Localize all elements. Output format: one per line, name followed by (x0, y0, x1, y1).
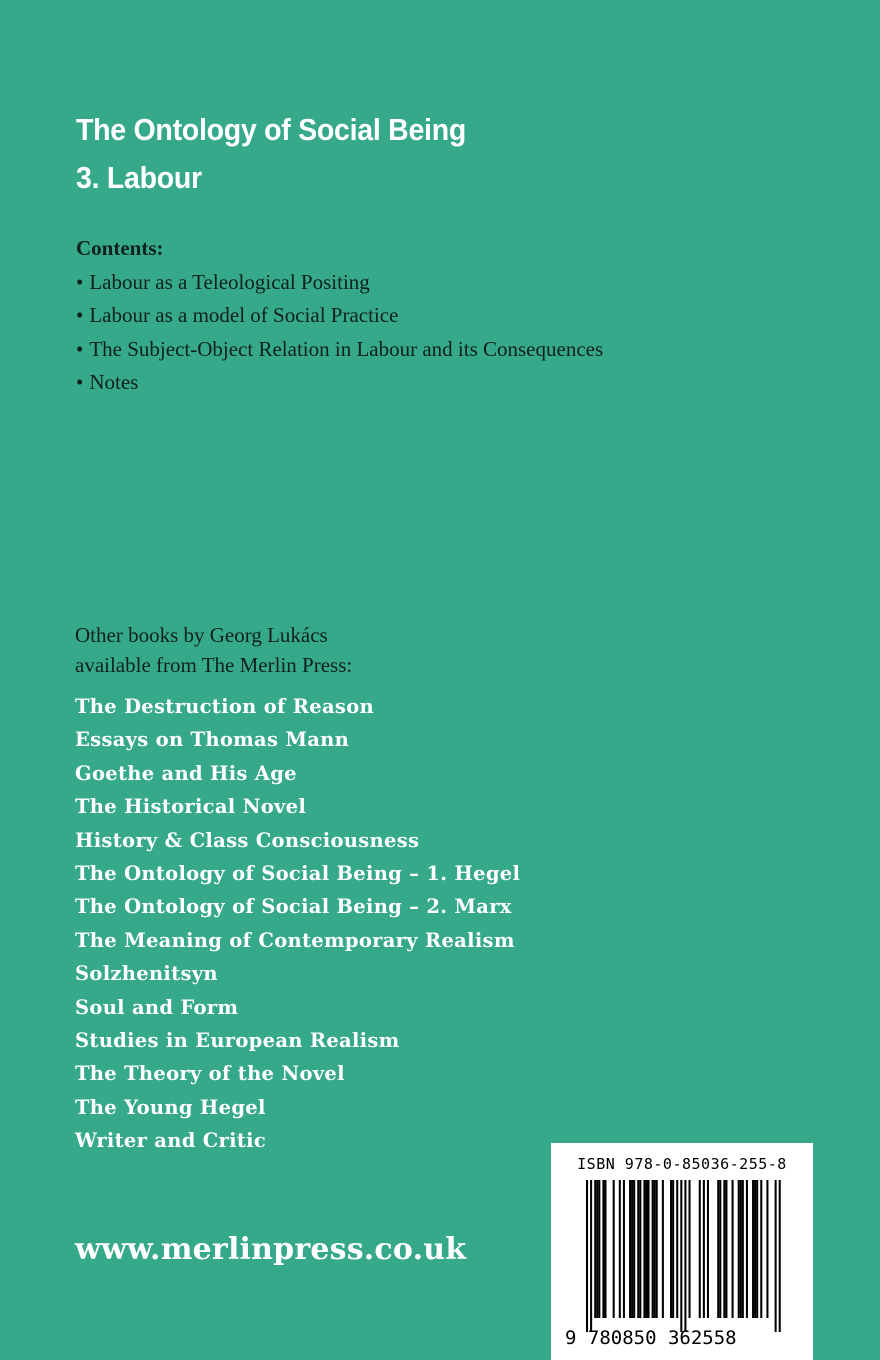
barcode-bar (654, 1180, 656, 1318)
book-list-item: The Ontology of Social Being – 2. Marx (75, 895, 512, 919)
book-list-item: Soul and Form (75, 995, 239, 1019)
barcode-bar (725, 1180, 727, 1318)
book-title (76, 106, 466, 202)
barcode-bar (604, 1180, 606, 1318)
barcode-bar (596, 1180, 598, 1318)
barcode-bar (738, 1180, 740, 1318)
book-list-item: Studies in European Realism (75, 1029, 400, 1053)
barcode-bar (623, 1180, 625, 1318)
barcode-digits: 9 780850 362558 (565, 1327, 737, 1349)
barcode-bar (723, 1180, 725, 1318)
book-list-item: The Meaning of Contemporary Realism (75, 928, 515, 952)
other-books-intro (75, 620, 352, 680)
barcode-bar (594, 1180, 596, 1318)
book-list-item: Writer and Critic (75, 1129, 267, 1153)
book-list-item: The Young Hegel (75, 1095, 266, 1119)
barcode-bar (742, 1180, 744, 1318)
barcode-bar (602, 1180, 604, 1318)
contents-item: • The Subject-Object Relation in Labour and its Consequences (76, 333, 603, 367)
barcode-bar (779, 1180, 781, 1332)
contents-item: • Labour as a Teleological Positing (76, 266, 603, 300)
barcode-bar (766, 1180, 768, 1318)
barcode-bar (633, 1180, 635, 1318)
barcode-bar (586, 1180, 588, 1332)
barcode-bar (645, 1180, 647, 1318)
book-list-item: Goethe and His Age (75, 761, 297, 785)
barcode-bar (760, 1180, 762, 1318)
book-list-item: Solzhenitsyn (75, 962, 218, 986)
barcode-bar (775, 1180, 777, 1332)
barcode-bar (613, 1180, 615, 1318)
barcode-bar (699, 1180, 701, 1318)
book-title-line1: The Ontology of Social Being (76, 112, 466, 147)
contents-heading: Contents: (76, 236, 164, 260)
barcode-bar (637, 1180, 639, 1318)
book-list-item: The Theory of the Novel (75, 1062, 345, 1086)
other-books-intro-line1: Other books by Georg Lukács (75, 623, 328, 647)
book-title-line2: 3. Labour (76, 160, 202, 195)
barcode-bar (629, 1180, 631, 1318)
book-list-item: Essays on Thomas Mann (75, 728, 350, 752)
barcode-bar (639, 1180, 641, 1318)
barcode-bar (643, 1180, 645, 1318)
barcode-bar (684, 1180, 686, 1332)
barcode-bar (598, 1180, 600, 1318)
barcode-bar (672, 1180, 674, 1318)
barcode-bar (676, 1180, 678, 1318)
book-list-item: The Historical Novel (75, 795, 307, 819)
barcode-bar (662, 1180, 664, 1318)
contents-item: • Notes (76, 366, 603, 400)
barcode-bar (652, 1180, 654, 1318)
contents-section (76, 232, 603, 400)
barcode-bar (719, 1180, 721, 1318)
isbn-label: ISBN 978-0-85036-255-8 (577, 1155, 787, 1173)
barcode-bar (740, 1180, 742, 1318)
barcode-bar (717, 1180, 719, 1318)
book-list-item: History & Class Consciousness (75, 828, 420, 852)
barcode-bar (648, 1180, 650, 1318)
isbn-barcode (551, 1143, 813, 1360)
contents-item: • Labour as a model of Social Practice (76, 299, 603, 333)
book-list-item: The Ontology of Social Being – 1. Hegel (75, 862, 521, 886)
barcode-bar (670, 1180, 672, 1318)
other-books-intro-line2: available from The Merlin Press: (75, 653, 353, 677)
book-list-item: The Destruction of Reason (75, 695, 374, 718)
barcode-bar (707, 1180, 709, 1318)
barcode-bar (754, 1180, 756, 1318)
barcode-bar (680, 1180, 682, 1332)
barcode-bar (746, 1180, 748, 1318)
barcode-bar (732, 1180, 734, 1318)
other-books-list (75, 690, 520, 1158)
contents-list (76, 266, 603, 400)
barcode-bar (703, 1180, 705, 1318)
publisher-website: www.merlinpress.co.uk (75, 1232, 467, 1267)
barcode-bar (656, 1180, 658, 1318)
barcode-bar (689, 1180, 691, 1318)
barcode-bar (752, 1180, 754, 1318)
barcode-bar (631, 1180, 633, 1318)
barcode-bar (756, 1180, 758, 1318)
barcode-bar (619, 1180, 621, 1318)
barcode-bar (590, 1180, 592, 1332)
